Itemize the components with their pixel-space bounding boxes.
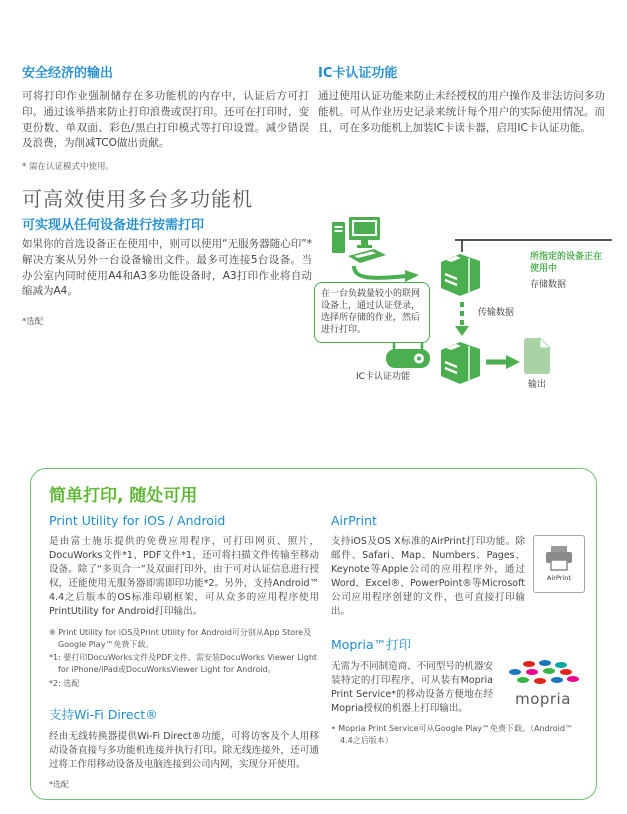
- wifi-direct-body: 经由无线转换器提供Wi-Fi Direct®功能，可将访客及个人用移动设备直接与多功能机连接并执行打印。除无线连接外，还可通过将工作用移动设备及电脑连接到公司内网，实现分开使用。: [49, 731, 319, 771]
- mopria-wordmark: mopria: [515, 690, 571, 709]
- print-utility-note: *2: 选配: [49, 678, 80, 688]
- print-utility-title: Print Utility for iOS / Android: [49, 513, 226, 528]
- secure-output-body: 可将打印作业强制储存在多功能机的内存中，认证后方可打印。通过该举措来防止打印浪费或误打印。还可在打印时，变更份数、单双面、彩色/黑白打印模式等打印设置。减少错误及浪费，为削减TCO做出贡献。: [22, 90, 309, 150]
- ondemand-subtitle: 可实现从任何设备进行按需打印: [22, 218, 205, 233]
- airprint-badge: [533, 535, 585, 593]
- ic-card-function-label: IC卡认证功能: [356, 372, 410, 382]
- arrow-to-busy-printer: [354, 266, 419, 282]
- output-label: 输出: [528, 380, 547, 390]
- wifi-direct-footnote: *选配: [49, 780, 69, 790]
- easy-print-left-column: [49, 513, 319, 791]
- section-title-multi-mfp: 可高效使用多台多功能机: [22, 187, 253, 211]
- wifi-direct-title: 支持Wi-Fi Direct®: [49, 707, 158, 723]
- airprint-printer-icon: [544, 546, 574, 572]
- ondemand-footnote: *选配: [22, 317, 44, 327]
- airprint-badge-label: AirPrint: [547, 574, 571, 582]
- mopria-dots-icon: [503, 660, 583, 686]
- mopria-title: Mopria™打印: [331, 637, 412, 653]
- mfp-printer-busy-icon: [441, 254, 480, 296]
- mfp-printer-output-icon: [441, 342, 480, 384]
- serverless-print-diagram: [310, 212, 617, 412]
- print-utility-note: *1: 要打印DocuWorks文件及PDF文件，需安装DocuWorks Viewer Light for iPhone/iPad或DocuWorksViewer Light for Android。: [49, 653, 318, 675]
- desktop-computer-icon: [332, 217, 386, 263]
- arrow-to-output: [486, 355, 520, 369]
- network-line-shape: [455, 240, 612, 252]
- easy-print-right-column: [331, 513, 585, 747]
- easy-print-box: [30, 468, 597, 800]
- mopria-logo: [501, 660, 585, 708]
- section-secure-output: [22, 62, 309, 172]
- print-utility-notes: [49, 627, 319, 689]
- section-ic-card-auth: [318, 62, 605, 136]
- ic-card-reader-icon: [386, 340, 430, 368]
- airprint-body: 支持iOS及OS X标准的AirPrint打印功能。除邮件、Safari、Map、Numbers、Pages、Keynote等Apple公司的应用程序外，通过Word、Excel®、PowerPoint®等Microsoft公司应用程序创建的文件，也可直接打印输出。: [331, 536, 525, 618]
- document-output-icon: [524, 338, 550, 374]
- transfer-data-arrow: [455, 302, 469, 336]
- transfer-data-label: 传输数据: [478, 308, 515, 318]
- print-utility-note: ※ Print Utility for iOS及Print Utility for Android可分别从App Store及Google Play™免费下载。: [49, 628, 312, 649]
- mopria-body: 无需为不同制造商、不同型号的机器安装特定的打印程序，可从装有Mopria Print Service*的移动设备方便地在经Mopria授权的机器上打印输出。: [331, 661, 493, 715]
- secure-output-footnote: * 需在认证模式中使用。: [22, 162, 114, 172]
- ondemand-body: 如果你的首选设备正在使用中，则可以使用“无服务器随心印”*解决方案从另外一台设备输出文件。最多可连接5台设备。当办公室内同时使用A4和A3多功能设备时，A3打印作业将自动缩减为A4。: [22, 238, 312, 298]
- secure-output-title: 安全经济的输出: [22, 66, 114, 81]
- easy-print-title: 简单打印, 随处可用: [49, 486, 198, 506]
- airprint-title: AirPrint: [331, 513, 377, 528]
- mopria-note: • Mopria Print Service可从Google Play™免费下载。（Android™ 4.4之后版本）: [331, 724, 573, 746]
- diagram-instruction-bubble: 在一台负载量较小的联网设备上，通过认证登录，选择所存储的作业，然后进行打印。: [314, 282, 430, 343]
- print-utility-body: 是由富士施乐提供的免费应用程序，可打印网页、照片，DocuWorks文件*1、PDF文件*1，还可将扫描文件传输至移动设备。除了“多页合一”及双面打印外，由于可对认证信息进行授权，还能使用无服务器即需即印功能*2。另外，支持Android™ 4.4之后版本的OS标准印刷框架，可从众多的应用程序使用PrintUtility for Android打印输出。: [49, 536, 319, 618]
- ic-card-title: IC卡认证功能: [318, 66, 398, 81]
- store-data-label: 存储数据: [530, 280, 567, 290]
- busy-device-label: 所指定的设备正在使用中: [530, 252, 603, 274]
- ic-card-body: 通过使用认证功能来防止未经授权的用户操作及非法访问多功能机。可从作业历史记录来统计每个用户的实际使用情况。而且，可在多功能机上加装IC卡读卡器，启用IC卡认证功能。: [318, 90, 605, 134]
